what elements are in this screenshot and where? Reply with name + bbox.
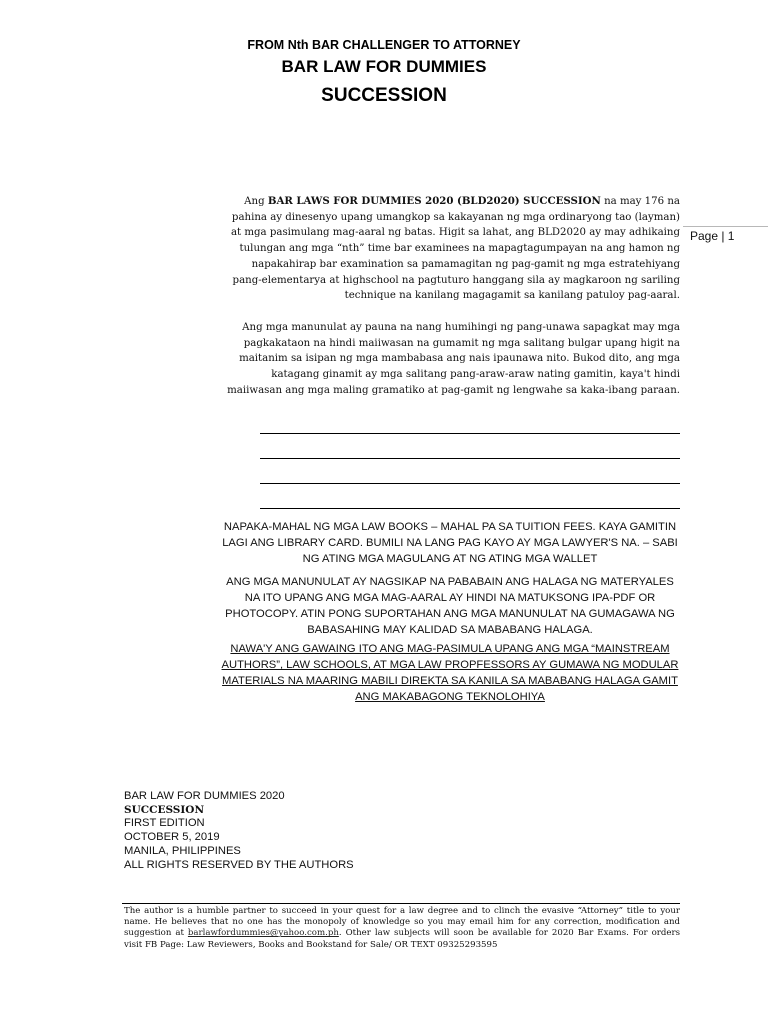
edition-info — [124, 790, 354, 872]
intro-book-title: BAR LAWS FOR DUMMIES 2020 (BLD2020) SUCCESSION — [267, 195, 601, 207]
page-number: Page | 1 — [690, 229, 735, 243]
intro-paragraph-1 — [220, 194, 680, 304]
notice-paragraph-1: NAPAKA-MAHAL NG MGA LAW BOOKS – MAHAL PA SA TUITION FEES. KAYA GAMITIN LAGI ANG LIBRARY CARD. BUMILI NA LANG PAG KAYO AY MGA LAWYER'S NA. – SABI NG ATING MGA MAGULANG AT NG ATING MGA WALLET — [222, 521, 678, 565]
edition-subject: SUCCESSION — [124, 803, 205, 816]
header-subject: SUCCESSION — [321, 85, 447, 106]
blank-line — [260, 433, 680, 434]
edition-place: MANILA, PHILIPPINES — [124, 844, 241, 857]
edition-date: OCTOBER 5, 2019 — [124, 831, 220, 844]
intro-paragraph-2: Ang mga manunulat ay pauna na nang humihingi ng pang-unawa sapagkat may mga pagkakataon na hindi maiiwasan na gumamit ng mga salitang bulgar upang higit na maitanim sa isipan ng mga mambabasa ang nais ipaunawa nito. Bukod dito, ang mga katagang ginamit ay mga salitang pang-araw-araw nating gamitin, kaya't hindi maiiwasan ang mga maling gramatiko at pag-gamit ng lengwahe sa kaka-ibang paraan. — [227, 322, 680, 396]
edition-number: FIRST EDITION — [124, 817, 205, 830]
footer-email-link[interactable]: barlawfordummies@yahoo.com.ph — [187, 928, 339, 939]
header-title: BAR LAW FOR DUMMIES — [281, 57, 487, 76]
edition-title: BAR LAW FOR DUMMIES 2020 — [124, 790, 285, 802]
edition-rights: ALL RIGHTS RESERVED BY THE AUTHORS — [124, 858, 354, 871]
blank-line — [260, 458, 680, 459]
footer-text-2: . Other law subjects will soon be available for 2020 Bar Exams. For orders visit FB Page: Law Reviewers, Books and Bookstand for Sale/ OR TEXT 09325293595 — [124, 928, 680, 950]
intro-body-1: na may 176 na pahina ay dinesenyo upang umangkop sa kakayanan ng mga ordinaryong tao (layman) at mga pasimulang mag-aaral ng batas. Higit sa lahat, ang BLD2020 ay may adhikaing tulungan ang mga “nth” time bar examinees na mapagtagumpayan na ang hamon ng napakahirap bar examination sa pamamagitan ng pag-gamit ng mga estratehiyang pang-elementarya at highschool na pagtuturo hanggang sila ay magkaroon ng sariling technique na kanilang magagamit sa kanilang patuloy pag-aaral. — [230, 196, 680, 302]
blank-line — [260, 483, 680, 484]
footer-note — [124, 906, 680, 951]
notice-paragraph-2: ANG MGA MANUNULAT AY NAGSIKAP NA PABABAIN ANG HALAGA NG MATERYALES NA ITO UPANG ANG MGA MAG-AARAL AY HINDI NA MATUKSONG IPA-PDF OR PHOTOCOPY. ATIN PONG SUPORTAHAN ANG MGA MANUNULAT NA GUMAGAWA NG BABASAHING MAY KALIDAD SA MABABANG HALAGA. — [225, 576, 675, 636]
notice-paragraph-3: NAWA'Y ANG GAWAING ITO ANG MAG-PASIMULA UPANG ANG MGA “MAINSTREAM AUTHORS”, LAW SCHOOLS, AT MGA LAW PROPFESSORS AY GUMAWA NG MODULAR MATERIALS NA MAARING MABILI DIREKTA SA KANILA SA MABABANG HALAGA GAMIT ANG MAKABAGONG TEKNOLOHIYA — [221, 643, 679, 703]
blank-line — [260, 508, 680, 509]
page-number-rule — [683, 226, 768, 227]
header-subtitle: FROM Nth BAR CHALLENGER TO ATTORNEY — [247, 38, 521, 52]
footer-text-1: The author is a humble partner to succeed in your quest for a law degree and to clinch the evasive “Attorney” title to your name. He believes that no one has the monopoly of knowledge so you may email him for any correction, modification and suggestion at — [124, 906, 680, 939]
footer-rule — [122, 903, 680, 904]
intro-lead: Ang — [244, 196, 268, 207]
